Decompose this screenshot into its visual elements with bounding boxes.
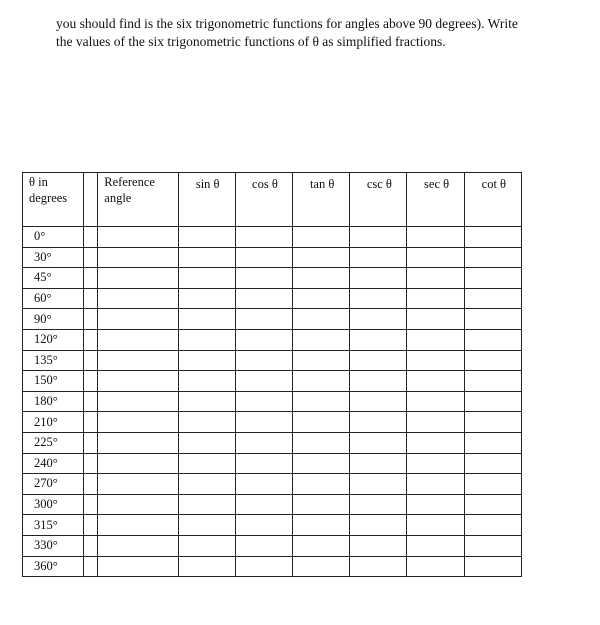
- table-row: [23, 329, 522, 350]
- sin-cell[interactable]: [178, 494, 235, 515]
- header-sin: sin θ: [178, 173, 235, 227]
- cos-cell[interactable]: [235, 535, 292, 556]
- header-sec: sec θ: [407, 173, 464, 227]
- tan-cell[interactable]: [293, 350, 350, 371]
- sec-cell[interactable]: [407, 494, 464, 515]
- sec-cell[interactable]: [407, 432, 464, 453]
- table-row: [23, 535, 522, 556]
- sec-cell[interactable]: [407, 247, 464, 268]
- cos-cell[interactable]: [235, 515, 292, 536]
- cot-cell[interactable]: [464, 494, 521, 515]
- spacer-cell: [84, 494, 98, 515]
- csc-cell[interactable]: [350, 474, 407, 495]
- table-row: [23, 453, 522, 474]
- reference-angle-cell[interactable]: [98, 371, 178, 392]
- spacer-cell: [84, 247, 98, 268]
- angle-degrees-cell: 30°: [23, 247, 84, 268]
- cot-cell[interactable]: [464, 391, 521, 412]
- tan-cell[interactable]: [293, 329, 350, 350]
- spacer-cell: [84, 412, 98, 433]
- csc-cell[interactable]: [350, 556, 407, 577]
- cot-cell[interactable]: [464, 371, 521, 392]
- cos-cell[interactable]: [235, 391, 292, 412]
- cos-cell[interactable]: [235, 227, 292, 248]
- header-cos: cos θ: [235, 173, 292, 227]
- header-theta-in: θ in: [29, 175, 48, 189]
- spacer-cell: [84, 535, 98, 556]
- table-row: [23, 391, 522, 412]
- table-row: [23, 556, 522, 577]
- cos-cell[interactable]: [235, 556, 292, 577]
- tan-cell[interactable]: [293, 268, 350, 289]
- csc-cell[interactable]: [350, 247, 407, 268]
- sec-cell[interactable]: [407, 453, 464, 474]
- sec-cell[interactable]: [407, 309, 464, 330]
- cos-cell[interactable]: [235, 288, 292, 309]
- reference-angle-cell[interactable]: [98, 556, 178, 577]
- cos-cell[interactable]: [235, 247, 292, 268]
- angle-degrees-cell: 210°: [23, 412, 84, 433]
- sin-cell[interactable]: [178, 329, 235, 350]
- spacer-cell: [84, 432, 98, 453]
- reference-angle-cell[interactable]: [98, 268, 178, 289]
- csc-cell[interactable]: [350, 329, 407, 350]
- spacer-cell: [84, 350, 98, 371]
- reference-angle-cell[interactable]: [98, 535, 178, 556]
- table-row: [23, 309, 522, 330]
- reference-angle-cell[interactable]: [98, 288, 178, 309]
- sec-cell[interactable]: [407, 268, 464, 289]
- spacer-cell: [84, 515, 98, 536]
- angle-degrees-cell: 150°: [23, 371, 84, 392]
- reference-angle-cell[interactable]: [98, 515, 178, 536]
- cos-cell[interactable]: [235, 371, 292, 392]
- table-row: [23, 412, 522, 433]
- cos-cell[interactable]: [235, 350, 292, 371]
- tan-cell[interactable]: [293, 247, 350, 268]
- sec-cell[interactable]: [407, 288, 464, 309]
- angle-degrees-cell: 330°: [23, 535, 84, 556]
- tan-cell[interactable]: [293, 494, 350, 515]
- csc-cell[interactable]: [350, 288, 407, 309]
- angle-degrees-cell: 240°: [23, 453, 84, 474]
- angle-degrees-cell: 360°: [23, 556, 84, 577]
- header-reference-angle: [98, 173, 178, 227]
- cot-cell[interactable]: [464, 309, 521, 330]
- cot-cell[interactable]: [464, 227, 521, 248]
- csc-cell[interactable]: [350, 371, 407, 392]
- cot-cell[interactable]: [464, 268, 521, 289]
- cot-cell[interactable]: [464, 288, 521, 309]
- sec-cell[interactable]: [407, 227, 464, 248]
- reference-angle-cell[interactable]: [98, 309, 178, 330]
- tan-cell[interactable]: [293, 371, 350, 392]
- reference-angle-cell[interactable]: [98, 391, 178, 412]
- tan-cell[interactable]: [293, 453, 350, 474]
- reference-angle-cell[interactable]: [98, 494, 178, 515]
- instructions-line-1: you should find is the six trigonometric functions for angles above 90 degrees). Write: [56, 16, 518, 31]
- spacer-cell: [84, 391, 98, 412]
- trig-values-table: [22, 172, 522, 577]
- sin-cell[interactable]: [178, 371, 235, 392]
- tan-cell[interactable]: [293, 309, 350, 330]
- csc-cell[interactable]: [350, 515, 407, 536]
- cos-cell[interactable]: [235, 474, 292, 495]
- tan-cell[interactable]: [293, 535, 350, 556]
- sin-cell[interactable]: [178, 268, 235, 289]
- tan-cell[interactable]: [293, 515, 350, 536]
- reference-angle-cell[interactable]: [98, 412, 178, 433]
- table-row: [23, 515, 522, 536]
- table-body: [23, 227, 522, 577]
- spacer-cell: [84, 371, 98, 392]
- sin-cell[interactable]: [178, 247, 235, 268]
- angle-degrees-cell: 180°: [23, 391, 84, 412]
- sin-cell[interactable]: [178, 391, 235, 412]
- cos-cell[interactable]: [235, 453, 292, 474]
- sec-cell[interactable]: [407, 350, 464, 371]
- angle-degrees-cell: 270°: [23, 474, 84, 495]
- tan-cell[interactable]: [293, 432, 350, 453]
- sec-cell[interactable]: [407, 412, 464, 433]
- sec-cell[interactable]: [407, 556, 464, 577]
- angle-degrees-cell: 135°: [23, 350, 84, 371]
- angle-degrees-cell: 315°: [23, 515, 84, 536]
- csc-cell[interactable]: [350, 535, 407, 556]
- table-row: [23, 227, 522, 248]
- cot-cell[interactable]: [464, 350, 521, 371]
- table-row: [23, 371, 522, 392]
- csc-cell[interactable]: [350, 494, 407, 515]
- header-tan: tan θ: [293, 173, 350, 227]
- csc-cell[interactable]: [350, 309, 407, 330]
- cos-cell[interactable]: [235, 412, 292, 433]
- cos-cell[interactable]: [235, 494, 292, 515]
- angle-degrees-cell: 60°: [23, 288, 84, 309]
- angle-degrees-cell: 300°: [23, 494, 84, 515]
- csc-cell[interactable]: [350, 227, 407, 248]
- csc-cell[interactable]: [350, 350, 407, 371]
- table-row: [23, 247, 522, 268]
- tan-cell[interactable]: [293, 412, 350, 433]
- sin-cell[interactable]: [178, 535, 235, 556]
- header-angle-degrees: [23, 173, 84, 227]
- table-row: [23, 494, 522, 515]
- table-header-row: [23, 173, 522, 227]
- tan-cell[interactable]: [293, 474, 350, 495]
- cot-cell[interactable]: [464, 247, 521, 268]
- reference-angle-cell[interactable]: [98, 350, 178, 371]
- tan-cell[interactable]: [293, 556, 350, 577]
- reference-angle-cell[interactable]: [98, 453, 178, 474]
- spacer-cell: [84, 474, 98, 495]
- cos-cell[interactable]: [235, 329, 292, 350]
- header-angle: angle: [104, 191, 132, 205]
- spacer-cell: [84, 227, 98, 248]
- angle-degrees-cell: 45°: [23, 268, 84, 289]
- sec-cell[interactable]: [407, 535, 464, 556]
- instructions-text: [56, 15, 586, 51]
- header-degrees: degrees: [29, 191, 68, 205]
- sin-cell[interactable]: [178, 474, 235, 495]
- cos-cell[interactable]: [235, 268, 292, 289]
- sin-cell[interactable]: [178, 453, 235, 474]
- table-row: [23, 432, 522, 453]
- reference-angle-cell[interactable]: [98, 474, 178, 495]
- sec-cell[interactable]: [407, 391, 464, 412]
- csc-cell[interactable]: [350, 412, 407, 433]
- csc-cell[interactable]: [350, 268, 407, 289]
- sec-cell[interactable]: [407, 515, 464, 536]
- header-reference: Reference: [104, 175, 155, 189]
- sin-cell[interactable]: [178, 412, 235, 433]
- cot-cell[interactable]: [464, 535, 521, 556]
- sec-cell[interactable]: [407, 371, 464, 392]
- cot-cell[interactable]: [464, 453, 521, 474]
- header-spacer: [84, 173, 98, 227]
- sin-cell[interactable]: [178, 556, 235, 577]
- table-row: [23, 288, 522, 309]
- tan-cell[interactable]: [293, 227, 350, 248]
- reference-angle-cell[interactable]: [98, 247, 178, 268]
- sec-cell[interactable]: [407, 329, 464, 350]
- table-row: [23, 268, 522, 289]
- cot-cell[interactable]: [464, 329, 521, 350]
- cot-cell[interactable]: [464, 556, 521, 577]
- spacer-cell: [84, 453, 98, 474]
- angle-degrees-cell: 0°: [23, 227, 84, 248]
- instructions-line-2: the values of the six trigonometric functions of θ as simplified fractions.: [56, 34, 446, 49]
- sec-cell[interactable]: [407, 474, 464, 495]
- table-row: [23, 474, 522, 495]
- header-csc: csc θ: [350, 173, 407, 227]
- cot-cell[interactable]: [464, 474, 521, 495]
- csc-cell[interactable]: [350, 391, 407, 412]
- sin-cell[interactable]: [178, 432, 235, 453]
- table-row: [23, 350, 522, 371]
- sin-cell[interactable]: [178, 515, 235, 536]
- spacer-cell: [84, 288, 98, 309]
- sin-cell[interactable]: [178, 350, 235, 371]
- sin-cell[interactable]: [178, 288, 235, 309]
- spacer-cell: [84, 556, 98, 577]
- spacer-cell: [84, 268, 98, 289]
- angle-degrees-cell: 90°: [23, 309, 84, 330]
- tan-cell[interactable]: [293, 391, 350, 412]
- cot-cell[interactable]: [464, 412, 521, 433]
- reference-angle-cell[interactable]: [98, 432, 178, 453]
- sin-cell[interactable]: [178, 227, 235, 248]
- cos-cell[interactable]: [235, 432, 292, 453]
- reference-angle-cell[interactable]: [98, 329, 178, 350]
- csc-cell[interactable]: [350, 432, 407, 453]
- cot-cell[interactable]: [464, 515, 521, 536]
- angle-degrees-cell: 225°: [23, 432, 84, 453]
- tan-cell[interactable]: [293, 288, 350, 309]
- sin-cell[interactable]: [178, 309, 235, 330]
- spacer-cell: [84, 329, 98, 350]
- reference-angle-cell[interactable]: [98, 227, 178, 248]
- cot-cell[interactable]: [464, 432, 521, 453]
- cos-cell[interactable]: [235, 309, 292, 330]
- header-cot: cot θ: [464, 173, 521, 227]
- angle-degrees-cell: 120°: [23, 329, 84, 350]
- spacer-cell: [84, 309, 98, 330]
- csc-cell[interactable]: [350, 453, 407, 474]
